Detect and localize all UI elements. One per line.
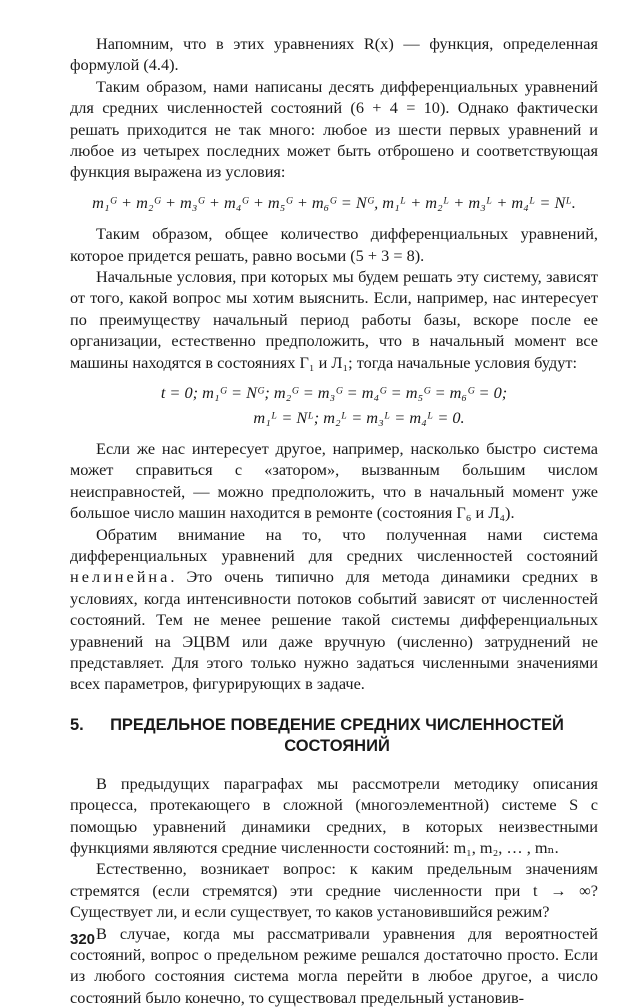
section-title: ПРЕДЕЛЬНОЕ ПОВЕДЕНИЕ СРЕДНИХ ЧИСЛЕННОСТЕЙ СОСТОЯНИЙ	[110, 715, 564, 755]
paragraph-1: Напомним, что в этих уравнениях R(x) — функция, определенная формулой (4.4).	[70, 34, 598, 75]
text-block	[70, 33, 598, 1008]
paragraph-3: Таким образом, общее количество дифференциальных уравнений, которое придется решать, равно восьми (5 + 3 = 8).	[70, 224, 598, 265]
paragraph-5: Если же нас интересует другое, например, насколько быстро система может справиться с «затором», вызванным большим числом неисправностей, — можно предположить, что в начальный момент уже большое число машин находится в ремонте (состояния Г₆ и Л₄).	[70, 438, 598, 523]
formula-initial-l	[70, 407, 598, 428]
formula-initial-l-text: m₁ᴸ = Nᴸ; m₂ᴸ = m₃ᴸ = m₄ᴸ = 0.	[253, 407, 465, 427]
formula-balance	[70, 192, 598, 213]
paragraph-6	[70, 524, 598, 695]
paragraph-6-end: . Это очень типично для метода динамики средних в условиях, когда интенсивности потоков событий зависят от численностей состояний. Тем не менее решение такой системы дифференциальных уравнений на ЭЦВМ или даже вручную (численно) затруднений не представляет. Для этого только нужно задаться численными значениями всех параметров, фигурирующих в задаче.	[70, 567, 598, 694]
page-number: 320	[70, 931, 96, 948]
formula-initial-g-text: t = 0; m₁ᴳ = Nᴳ; m₂ᴳ = m₃ᴳ = m₄ᴳ = m₅ᴳ = m₆ᴳ = 0;	[160, 383, 508, 403]
paragraph-7: В предыдущих параграфах мы рассмотрели методику описания процесса, протекающего в сложной (многоэлементной) системе S с помощью уравнений динамики средних, в которых неизвестными функциями являются средние численности состояний: m₁, m₂, … , mₙ.	[70, 773, 598, 857]
paragraph-4: Начальные условия, при которых мы будем решать эту систему, зависят от того, какой вопрос мы хотим выяснить. Если, например, нас интересует по преимуществу начальный период работы базы, вскоре после ее организации, естественно предположить, что в начальный момент все машины находятся в состояниях Г₁ и Л₁; тогда начальные условия будут:	[70, 267, 598, 372]
paragraph-6-start: Обратим внимание на то, что полученная нами система дифференциальных уравнений для средних численностей состояний	[70, 524, 598, 565]
paragraph-2: Таким образом, нами написаны десять дифференциальных уравнений для средних численностей состояний (6 + 4 = 10). Однако фактически решать приходится не так много: любое из шести первых уравнений и любое из четырех последних может быть отброшено и соответствующая функция выражена из условия:	[70, 76, 598, 182]
section-heading	[70, 715, 598, 757]
paragraph-8: Естественно, возникает вопрос: к каким предельным значениям стремятся (если стремятся) эти средние численности при t → ∞? Существует ли, и если существует, то каков установившийся режим?	[70, 859, 598, 922]
emphasis-nonlinear: нелинейна	[70, 567, 171, 587]
formula-initial-g	[70, 382, 598, 403]
section-number: 5.	[70, 715, 84, 734]
formula-balance-text: m₁ᴳ + m₂ᴳ + m₃ᴳ + m₄ᴳ + m₅ᴳ + m₆ᴳ = Nᴳ, m₁ᴸ + m₂ᴸ + m₃ᴸ + m₄ᴸ = Nᴸ.	[92, 192, 576, 212]
paragraph-9: В случае, когда мы рассматривали уравнения для вероятностей состояний, вопрос о предельном режиме решался достаточно просто. Если из любого состояния система могла перейти в любое другое, а число состояний было конечно, то существовал предельный установив-	[70, 923, 598, 1007]
